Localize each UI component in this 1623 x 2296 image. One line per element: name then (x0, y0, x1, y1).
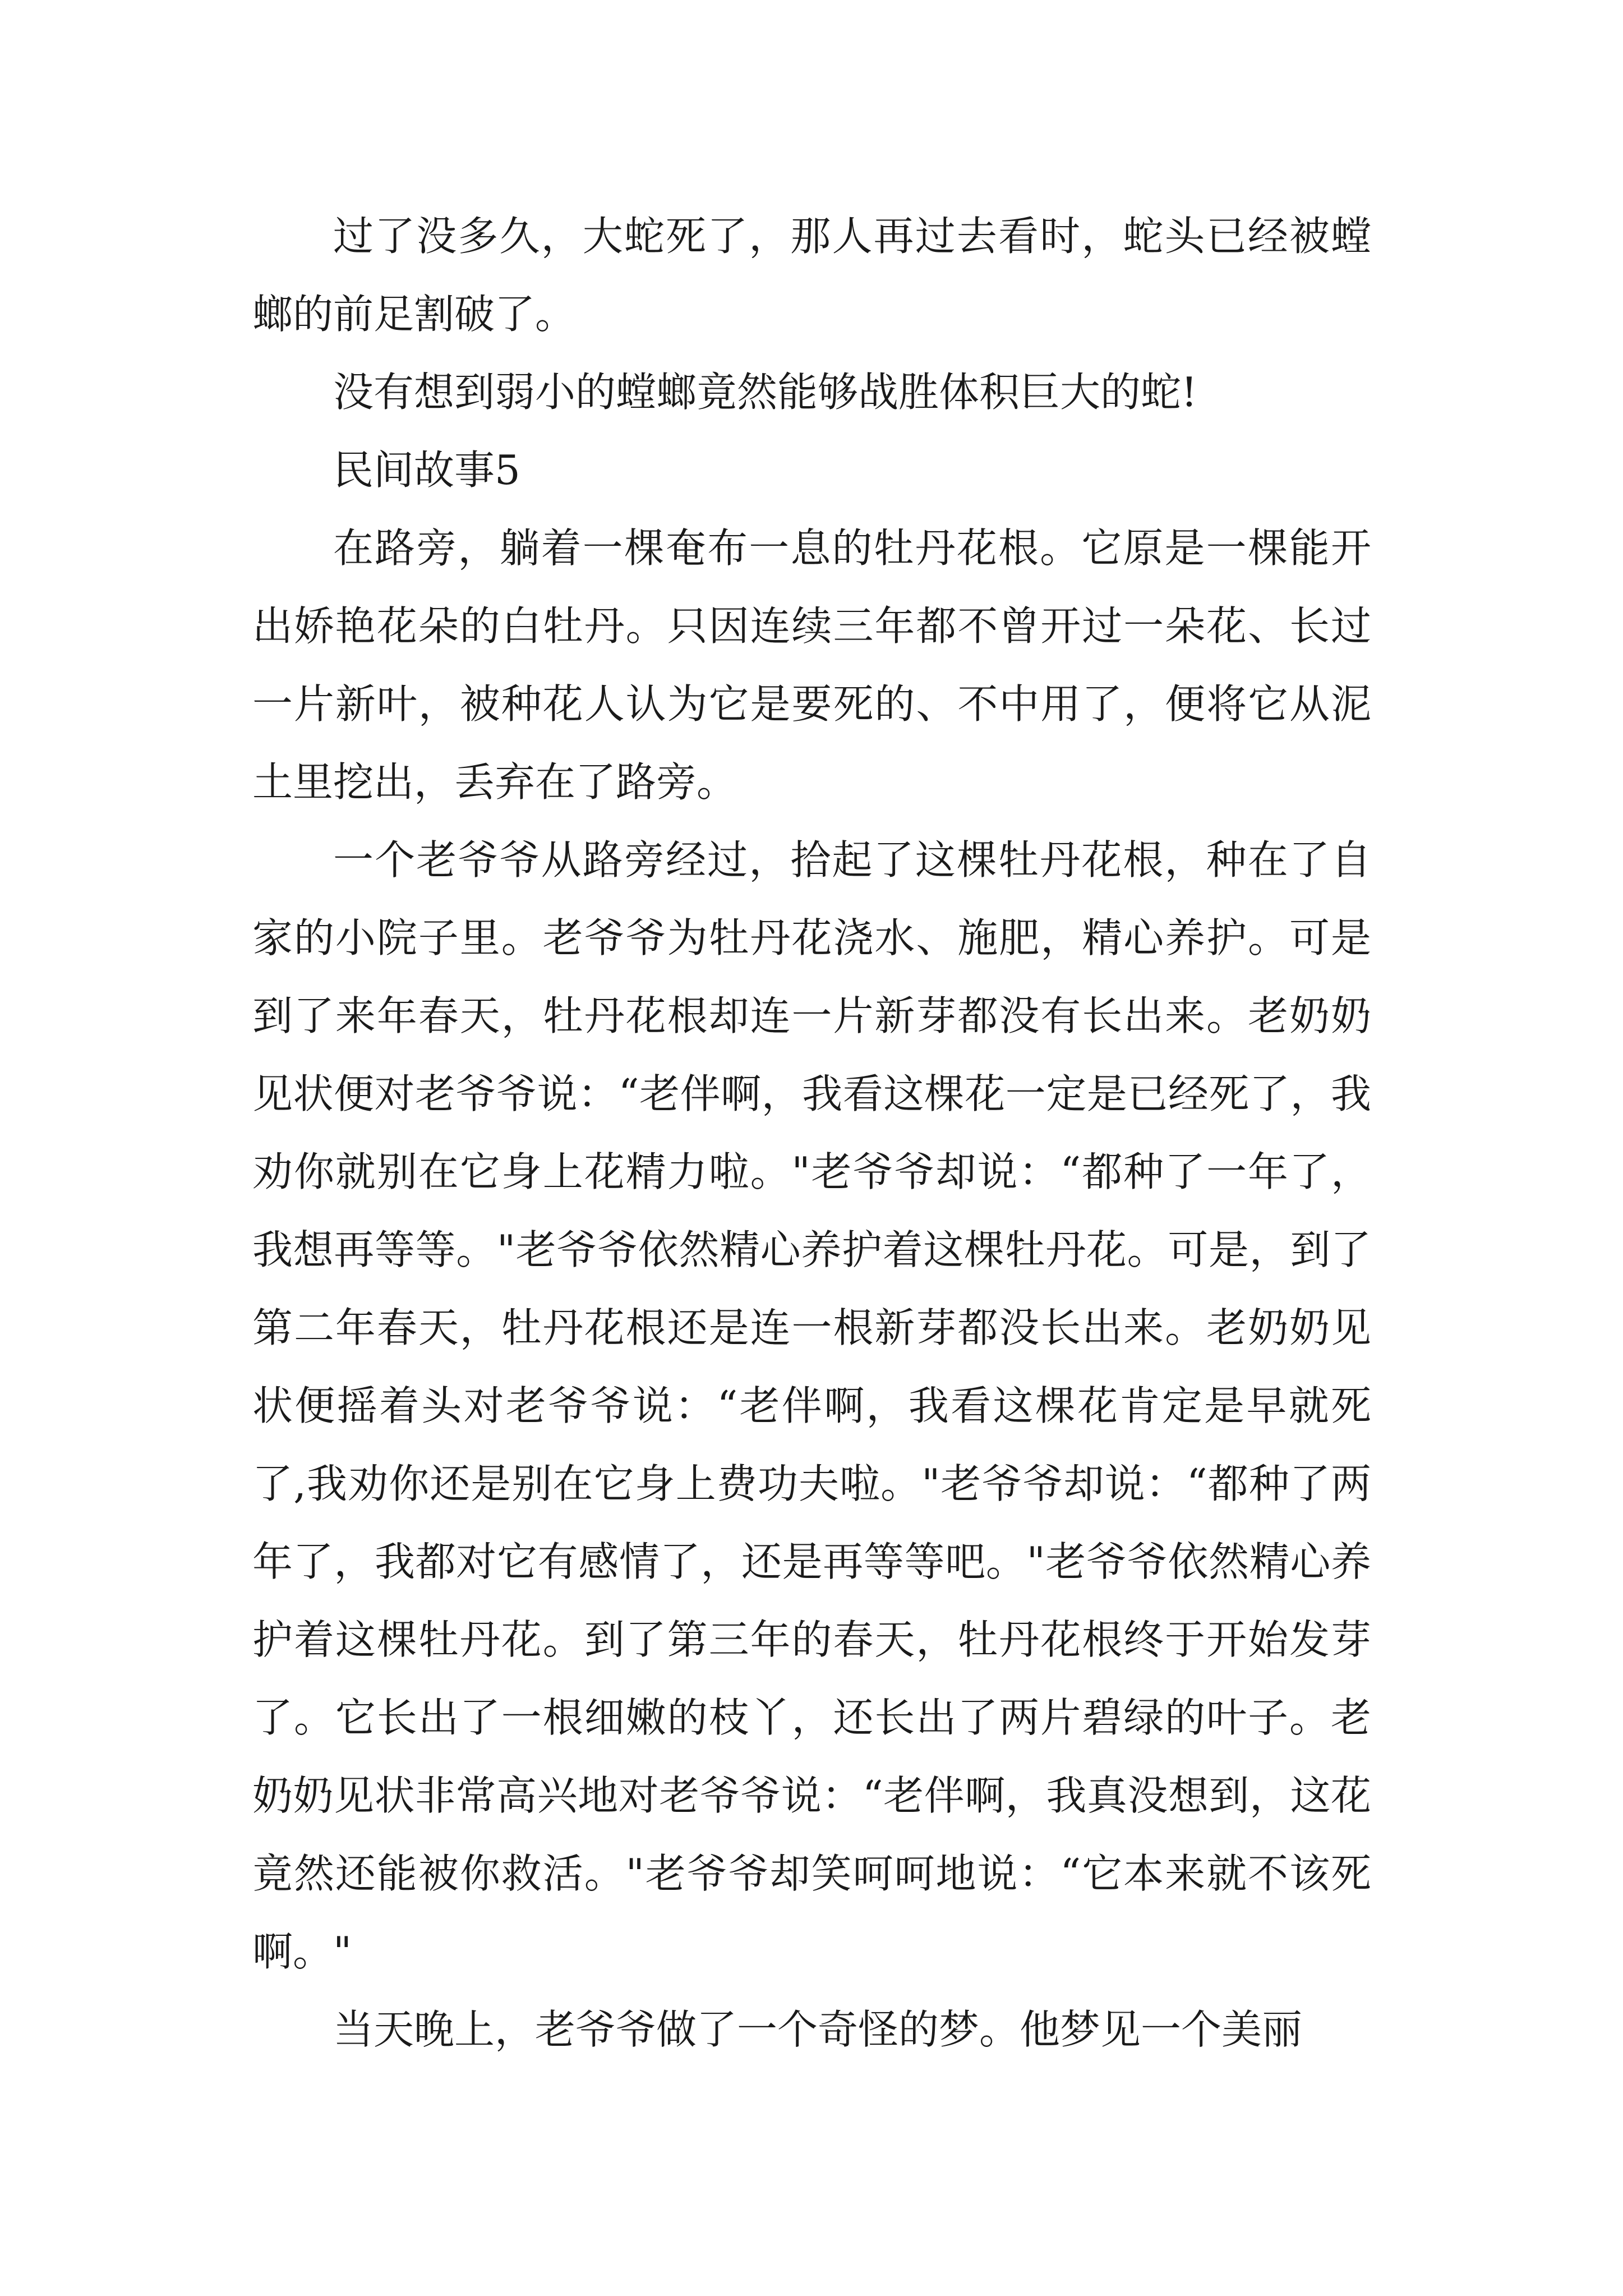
paragraph: 一个老爷爷从路旁经过，拾起了这棵牡丹花根，种在了自家的小院子里。老爷爷为牡丹花浇水、施肥，精心养护。可是到了来年春天，牡丹花根却连一片新芽都没有长出来。老奶奶见状便对老爷爷说：“老伴啊，我看这棵花一定是已经死了，我劝你就别在它身上花精力啦。"老爷爷却说：“都种了一年了，我想再等等。"老爷爷依然精心养护着这棵牡丹花。可是，到了第二年春天，牡丹花根还是连一根新芽都没长出来。老奶奶见状便摇着头对老爷爷说：“老伴啊，我看这棵花肯定是早就死了,我劝你还是别在它身上费功夫啦。"老爷爷却说：“都种了两年了，我都对它有感情了，还是再等等吧。"老爷爷依然精心养护着这棵牡丹花。到了第三年的春天，牡丹花根终于开始发芽了。它长出了一根细嫩的枝丫，还长出了两片碧绿的叶子。老奶奶见状非常高兴地对老爷爷说：“老伴啊，我真没想到，这花竟然还能被你救活。"老爷爷却笑呵呵地说：“它本来就不该死啊。" (252, 836, 1371, 1975)
body-text (252, 197, 1371, 2069)
paragraph: 过了没多久，大蛇死了，那人再过去看时，蛇头已经被螳螂的前足割破了。 (252, 213, 1371, 338)
paragraph: 当天晚上，老爷爷做了一个奇怪的梦。他梦见一个美丽 (333, 2006, 1303, 2053)
section-heading: 民间故事5 (333, 447, 520, 494)
paragraph: 没有想到弱小的螳螂竟然能够战胜体积巨大的蛇! (333, 369, 1197, 416)
paragraph: 在路旁，躺着一棵奄布一息的牡丹花根。它原是一棵能开出娇艳花朵的白牡丹。只因连续三年都不曾开过一朵花、长过一片新叶，被种花人认为它是要死的、不中用了，便将它从泥土里挖出，丢弃在了路旁。 (252, 524, 1371, 806)
